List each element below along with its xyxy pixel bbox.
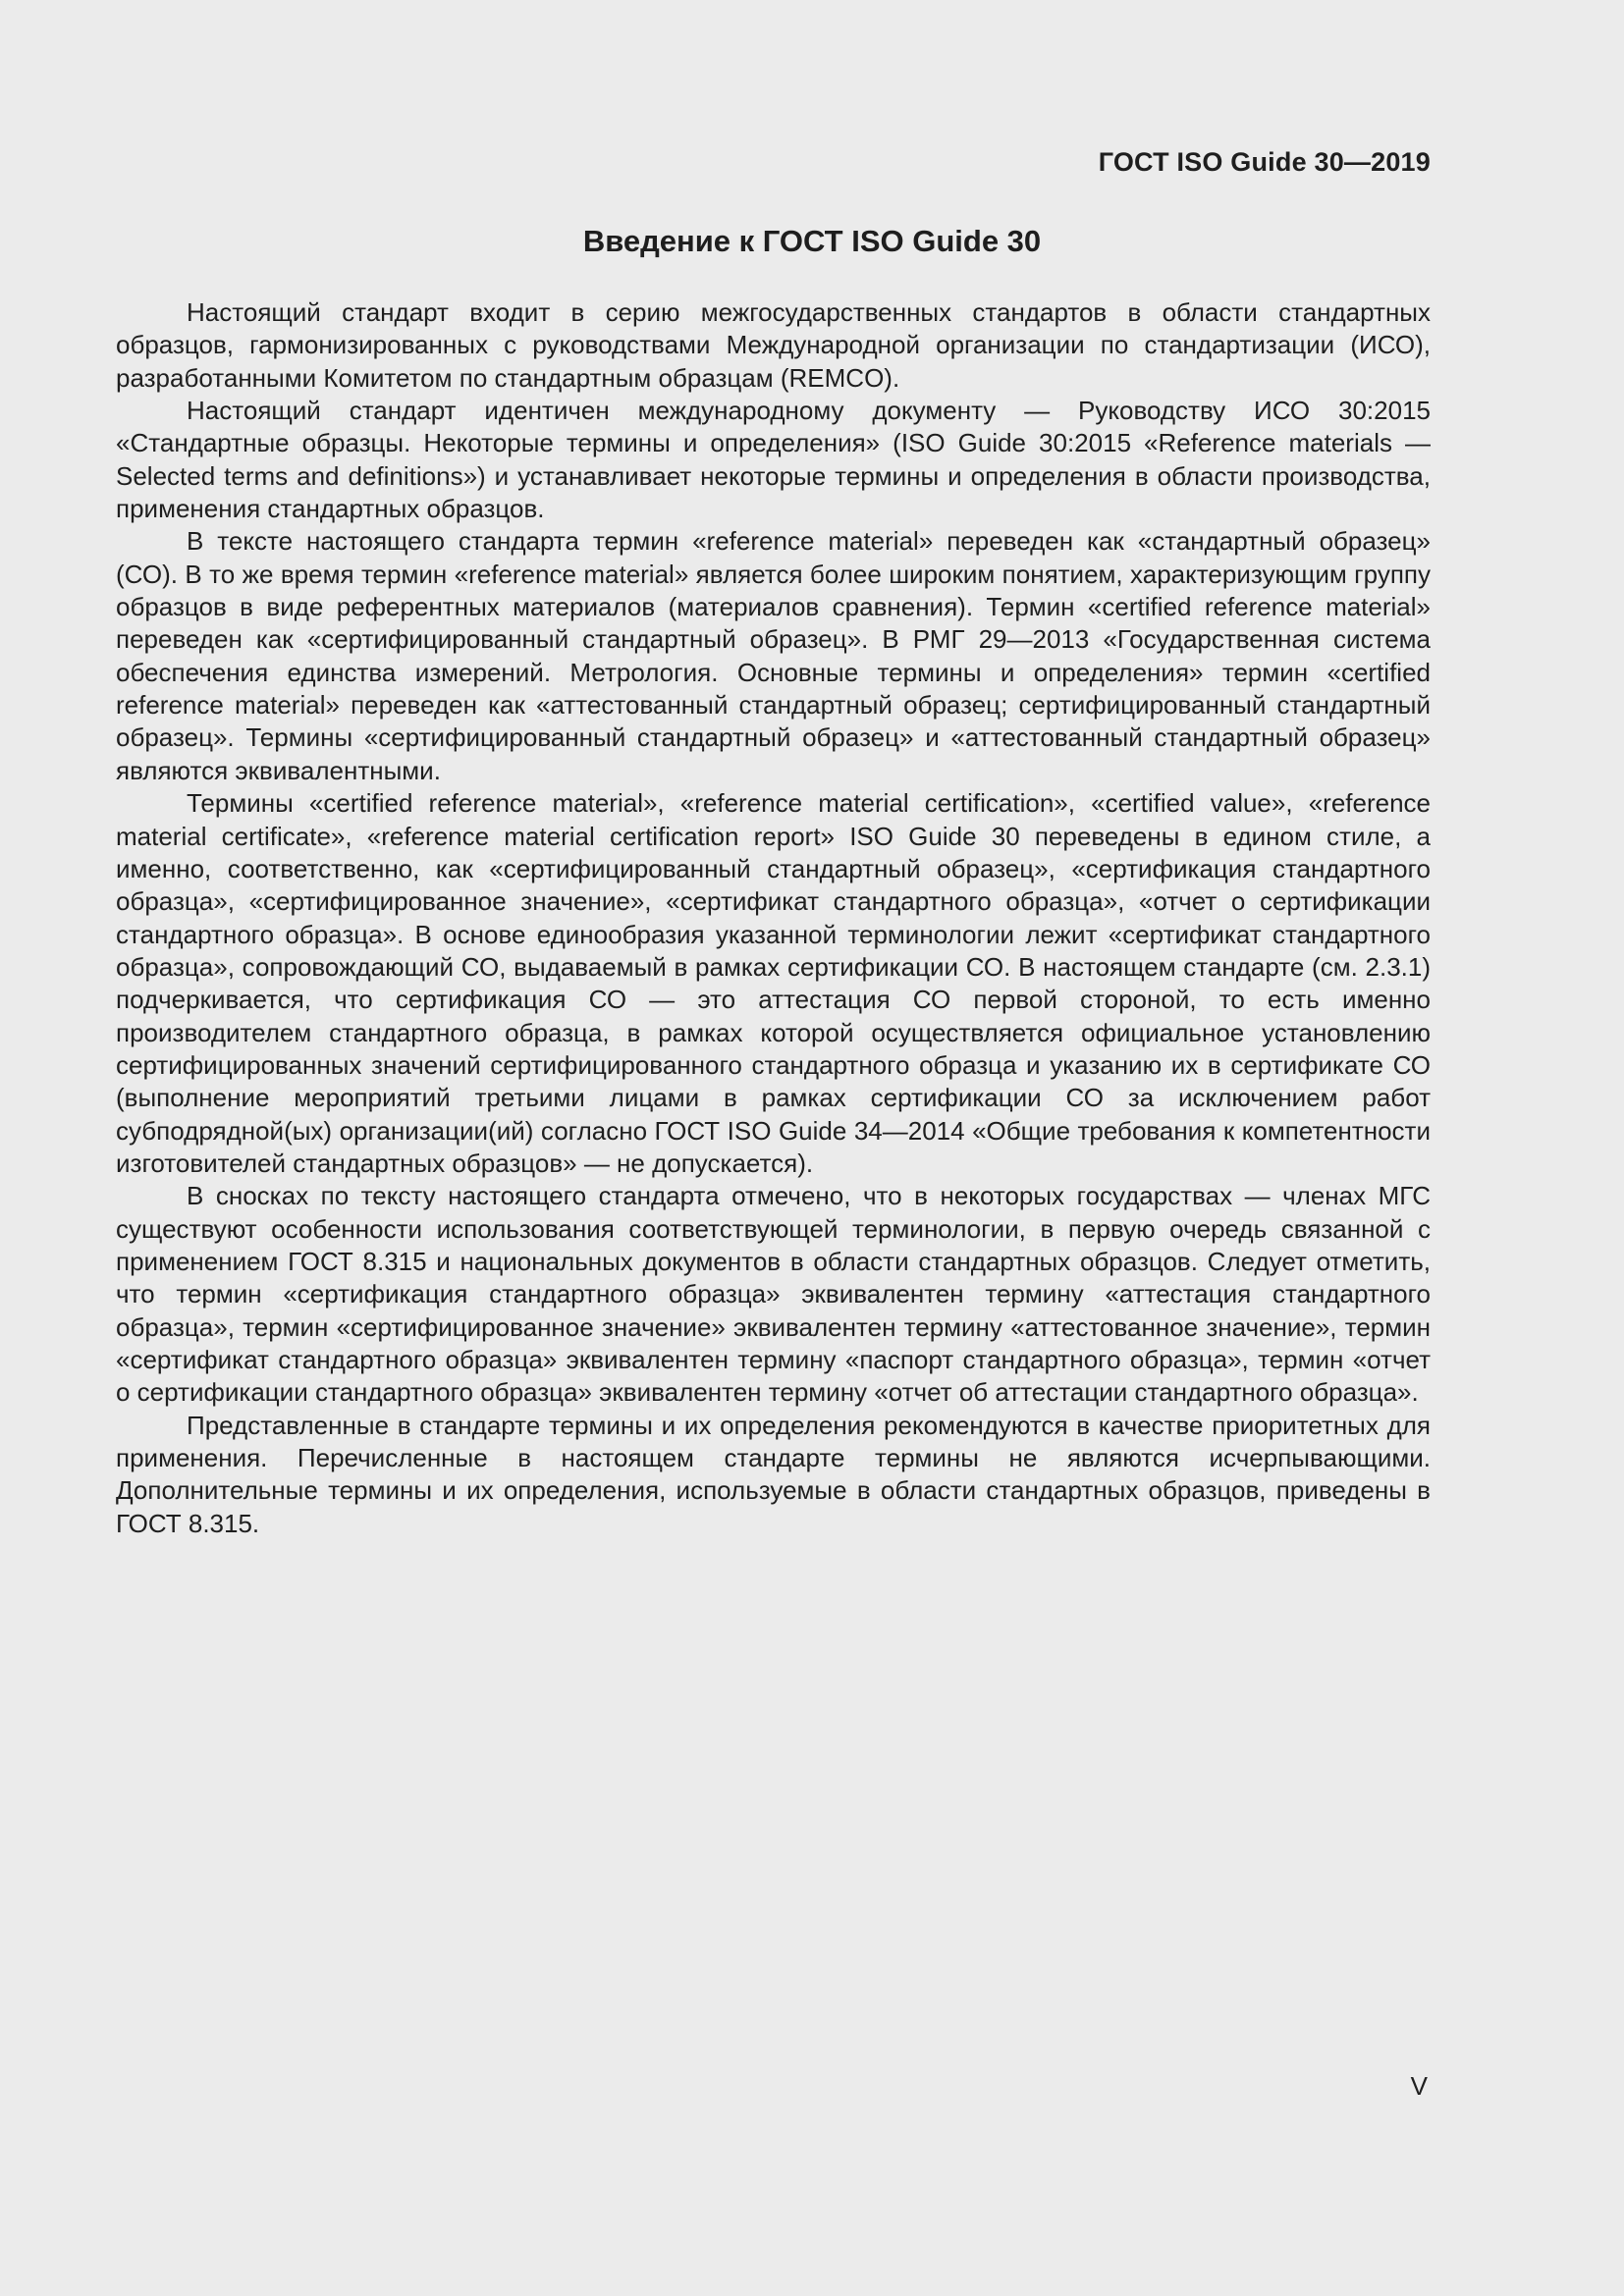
paragraph: Представленные в стандарте термины и их определения рекомендуются в качестве приоритетных для применения. Перечисленные в настоящем стандарте термины не являются исчерпывающими. Дополнительные термины и их определения, используемые в области стандартных образцов, приведены в ГОСТ 8.315. [116,1410,1431,1538]
running-header: ГОСТ ISO Guide 30—2019 [1098,147,1431,177]
paragraph: Настоящий стандарт идентичен международному документу — Руководству ИСО 30:2015 «Стандартные образцы. Некоторые термины и определения» (ISO Guide 30:2015 «Reference materials — Selected terms and definitions») и устанавливает некоторые термины и определения в области производства, применения стандартных образцов. [116,396,1431,524]
page-number: V [1410,2071,1428,2101]
section-title: Введение к ГОСТ ISO Guide 30 [582,224,1042,258]
paragraph: Термины «certified reference material», «reference material certification», «certified value», «reference material certificate», «reference material certification report» ISO Guide 30 переведены в едином стиле, а именно, соответственно, как «сертифицированный стандартный образец», «сертификация стандартного образца», «сертифицированное значение», «сертификат стандартного образца», «отчет о сертификации стандартного образца». В основе единообразия указанной терминологии лежит «сертификат стандартного образца», сопровождающий СО, выдаваемый в рамках сертификации СО. В настоящем стандарте (см. 2.3.1) подчеркивается, что сертификация СО — это аттестация СО первой стороной, то есть именно производителем стандартного образца, в рамках которой осуществляется официальное установлению сертифицированных значений сертифицированного стандартного образца и указанию их в сертификате СО (выполнение мероприятий третьими лицами в рамках сертификации СО за исключением работ субподрядной(ых) организации(ий) согласно ГОСТ ISO Guide 34—2014 «Общие требования к компетентности изготовителей стандартных образцов» — не допускается). [116,788,1431,1178]
paragraph: В тексте настоящего стандарта термин «reference material» переведен как «стандартный образец» (СО). В то же время термин «reference material» является более широким понятием, характеризующим группу образцов в виде референтных материалов (материалов сравнения). Термин «certified reference material» переведен как «сертифицированный стандартный образец». В РМГ 29—2013 «Государственная система обеспечения единства измерений. Метрология. Основные термины и определения» термин «certified reference material» переведен как «аттестованный стандартный образец; сертифицированный стандартный образец». Термины «сертифицированный стандартный образец» и «аттестованный стандартный образец» являются эквивалентными. [116,526,1431,785]
paragraph: В сносках по тексту настоящего стандарта отмечено, что в некоторых государствах — членах МГС существуют особенности использования соответствующей терминологии, в первую очередь связанной с применением ГОСТ 8.315 и национальных документов в области стандартных образцов. Следует отметить, что термин «сертификация стандартного образца» эквивалентен термину «аттестация стандартного образца», термин «сертифицированное значение» эквивалентен термину «аттестованное значение», термин «сертификат стандартного образца» эквивалентен термину «паспорт стандартного образца», термин «отчет о сертификации стандартного образца» эквивалентен термину «отчет об аттестации стандартного образца». [116,1181,1431,1408]
body-text [116,296,1431,1540]
paragraph: Настоящий стандарт входит в серию межгосударственных стандартов в области стандартных образцов, гармонизированных с руководствами Международной организации по стандартизации (ИСО), разработанными Комитетом по стандартным образцам (REMCO). [116,297,1431,393]
